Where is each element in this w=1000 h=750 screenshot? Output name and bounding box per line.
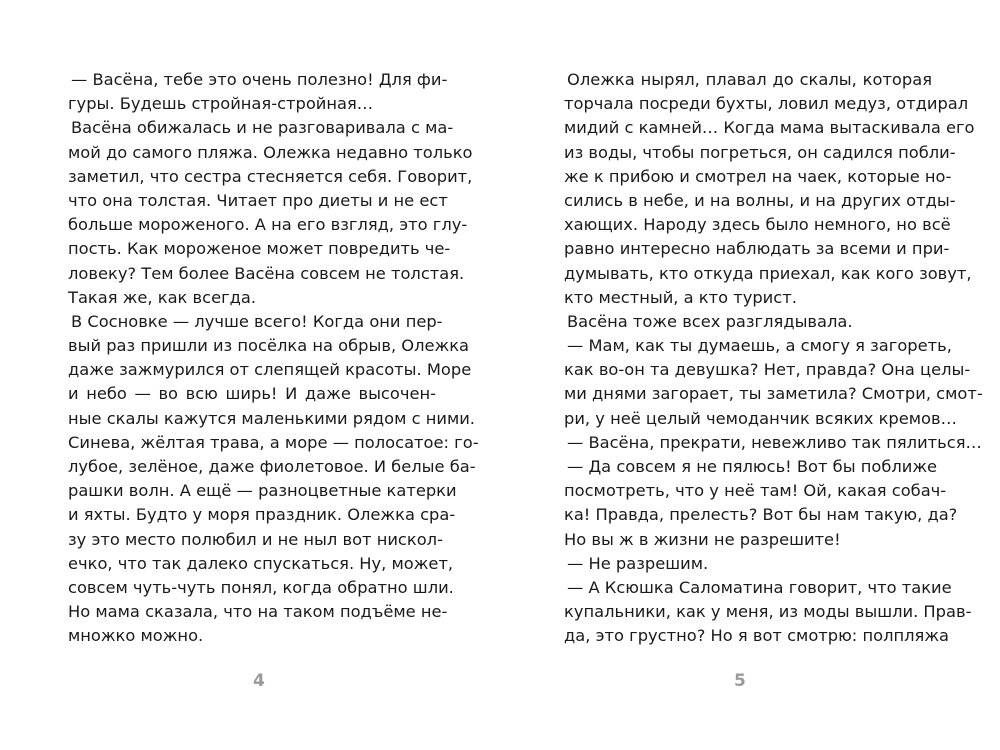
text-line: сились в небе, и на волны, и на других отды- <box>564 190 956 210</box>
text-line: Олежка нырял, плавал до скалы, которая <box>567 70 932 89</box>
text-line: кто местный, а кто турист. <box>564 287 797 307</box>
text-line: посмотреть, что у неё там! Ой, какая собач- <box>564 481 947 501</box>
text-line: вый раз пришли из посёлка на обрыв, Олежка <box>68 336 470 356</box>
text-line: — Васёна, прекрати, невежливо так пялиться… <box>567 432 982 452</box>
text-line: рашки волн. А ещё — разноцветные катерки <box>68 481 457 501</box>
text-line: что она толстая. Читает про диеты и не ест <box>68 190 448 210</box>
text-line: совсем чуть-чуть понял, когда обратно шли. <box>68 577 454 597</box>
text-line: да, это грустно? Но я вот смотрю: полпляжа <box>564 626 949 646</box>
text-line: — Васёна, тебе это очень полезно! Для фи- <box>71 70 448 89</box>
text-line: равно интересно наблюдать за всеми и при- <box>564 239 950 259</box>
text-line: думывать, кто откуда приехал, как кого зовут, <box>564 263 972 283</box>
left-page-text <box>68 68 479 649</box>
text-line: Васёна обижалась и не разговаривала с ма- <box>71 118 454 138</box>
text-line: зу это место полюбил и не ныл вот нискол- <box>68 529 443 549</box>
text-line: ка! Правда, прелесть? Вот бы нам такую, да? <box>564 505 958 525</box>
text-line: Но мама сказала, что на таком подъёме не- <box>68 602 448 622</box>
text-line: и яхты. Будто у моря праздник. Олежка сра- <box>68 505 456 525</box>
text-line: больше мороженого. А на его взгляд, это глу- <box>68 215 468 235</box>
text-line: В Сосновке — лучше всего! Когда они пер- <box>71 311 443 331</box>
text-line: — Да совсем я не пялюсь! Вот бы поближе <box>567 457 938 476</box>
text-line: ечко, что так далеко спускаться. Ну, может, <box>68 553 454 573</box>
page-number-right: 5 <box>734 671 746 691</box>
text-line: — А Ксюшка Саломатина говорит, что такие <box>567 577 952 597</box>
text-line: множко можно. <box>68 626 204 646</box>
text-line: Васёна тоже всех разглядывала. <box>567 311 853 331</box>
text-line: мидий с камней… Когда мама вытаскивала его <box>564 118 975 138</box>
text-line: мой до самого пляжа. Олежка недавно только <box>68 142 473 162</box>
text-line: хающих. Народу здесь было немного, но всё <box>564 215 951 235</box>
text-line: из воды, чтобы погреться, он садился побли- <box>564 142 956 162</box>
text-line: же к прибою и смотрел на чаек, которые но- <box>564 166 952 186</box>
text-line: торчала посреди бухты, ловил медуз, отдирал <box>564 94 969 114</box>
text-line: заметил, что сестра стесняется себя. Говорит, <box>68 166 473 186</box>
page-number-left: 4 <box>253 671 265 691</box>
text-line: ми днями загорает, ты заметила? Смотри, смот- <box>564 384 983 404</box>
text-line: ловеку? Тем более Васёна совсем не толстая. <box>68 263 465 283</box>
text-line: Но вы ж в жизни не разрешите! <box>564 529 841 549</box>
text-line: гуры. Будешь стройная-стройная… <box>68 94 374 114</box>
right-page-text <box>564 68 983 649</box>
text-line: даже зажмурился от слепящей красоты. Море <box>68 360 472 380</box>
text-line: ные скалы кажутся маленькими рядом с ними. <box>68 408 475 428</box>
text-line: пость. Как мороженое может повредить че- <box>68 239 451 259</box>
text-line: лубое, зелёное, даже фиолетовое. И белые ба- <box>68 457 476 476</box>
text-line: как во-он та девушка? Нет, правда? Она целы- <box>564 360 971 380</box>
text-line: — Мам, как ты думаешь, а смогу я загореть, <box>567 336 952 356</box>
text-line: — Не разрешим. <box>567 553 709 573</box>
text-line: Синева, жёлтая трава, а море — полосатое: го- <box>68 432 479 452</box>
text-line: купальники, как у меня, из моды вышли. Прав- <box>564 602 972 622</box>
text-line: и небо — во всю ширь! И даже высочен- <box>68 384 436 404</box>
text-line: ри, у неё целый чемоданчик всяких кремов… <box>564 408 957 428</box>
text-line: Такая же, как всегда. <box>68 287 257 307</box>
